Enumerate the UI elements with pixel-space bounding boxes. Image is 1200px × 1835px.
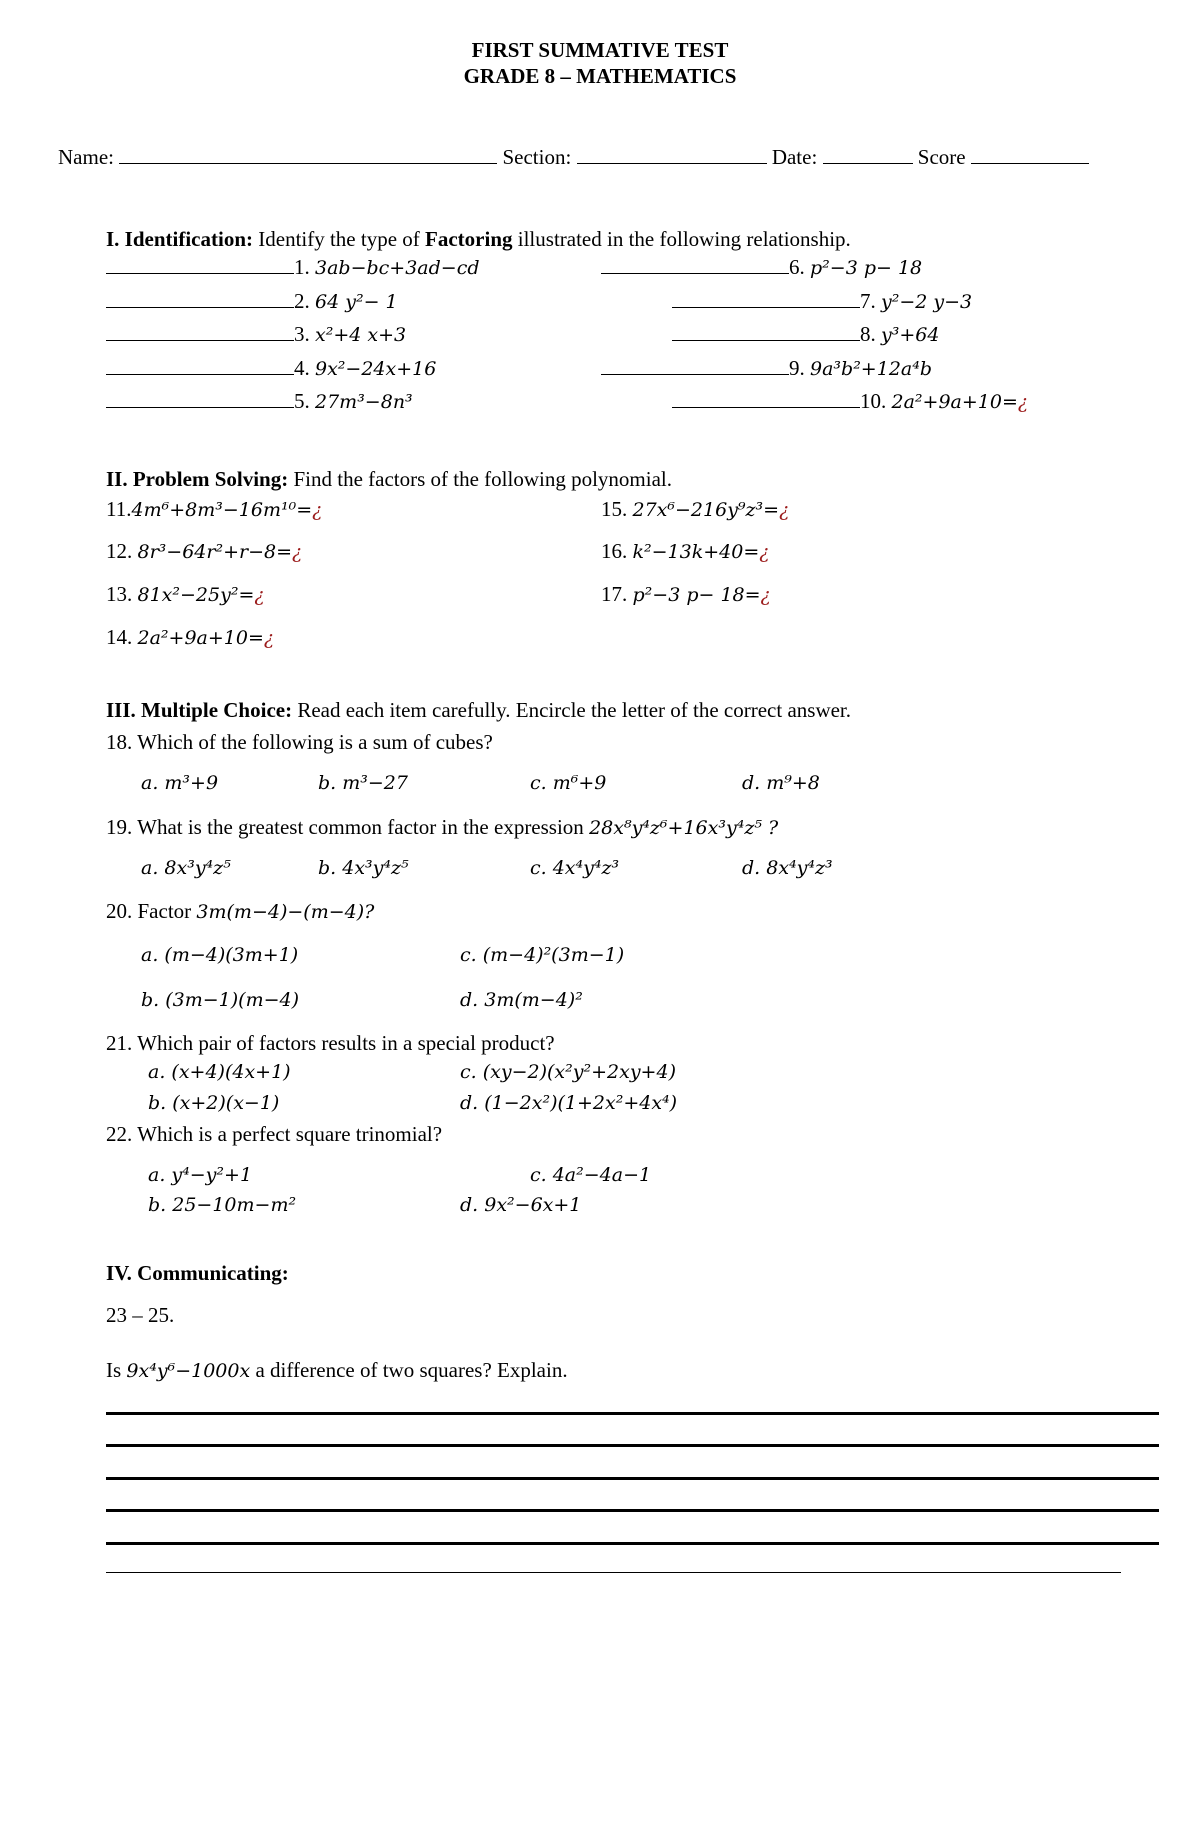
ps-item: [601, 582, 771, 607]
choice-option[interactable]: d. 9x²−6x+1: [460, 1194, 582, 1216]
item-number: 8.: [860, 322, 876, 346]
answer-blank[interactable]: [601, 272, 789, 274]
question-post: a difference of two squares? Explain.: [255, 1358, 568, 1382]
identification-instr-pre: Identify the type of: [258, 227, 420, 251]
choice-option[interactable]: b. (x+2)(x−1): [148, 1092, 280, 1114]
ps-item: [106, 497, 322, 522]
inverted-question-mark: ¿: [760, 584, 771, 606]
answer-line[interactable]: [106, 1444, 1159, 1447]
section-label: Section:: [502, 145, 572, 169]
answer-blank[interactable]: [106, 406, 294, 408]
stem-expression: 28x⁸y⁴z⁶+16x³y⁴z⁵ ?: [589, 817, 779, 839]
choice-option[interactable]: b. 25−10m−m²: [148, 1194, 297, 1216]
inverted-question-mark: ¿: [292, 541, 303, 563]
student-info-row: [58, 145, 1089, 170]
ps-item: [601, 539, 769, 564]
stem-expression: 3m(m−4)−(m−4)?: [196, 901, 375, 923]
question-stem: 22. Which is a perfect square trinomial?: [106, 1122, 443, 1146]
name-label: Name:: [58, 145, 114, 169]
item-expression: 9x²−24x+16: [315, 358, 437, 380]
stem-text: 20. Factor: [106, 899, 192, 923]
choice-option[interactable]: d. 8x⁴y⁴z³: [742, 857, 833, 879]
item-number: 17.: [601, 582, 628, 606]
question-stem: [106, 815, 778, 840]
choice-option[interactable]: d. m⁹+8: [742, 772, 820, 794]
section-field[interactable]: [577, 162, 767, 164]
answer-blank[interactable]: [672, 406, 860, 408]
answer-blank[interactable]: [106, 306, 294, 308]
question-expression: 9x⁴y⁶−1000x: [126, 1360, 251, 1382]
item-number: 12.: [106, 539, 133, 563]
item-expression: y²−2 y−3: [881, 291, 973, 313]
multiple-choice-instructions: [106, 698, 851, 723]
item-number: 5.: [294, 389, 310, 413]
item-number: 9.: [789, 356, 805, 380]
choice-option[interactable]: c. 4x⁴y⁴z³: [530, 857, 620, 879]
question-stem: 18. Which of the following is a sum of cubes?: [106, 730, 493, 754]
item-expression: 27x⁶−216y⁹z³=: [632, 499, 780, 521]
choice-option[interactable]: d. 3m(m−4)²: [460, 989, 583, 1011]
item-number: 10.: [860, 389, 887, 413]
item-number: 11.: [106, 497, 132, 521]
identification-instr-post: illustrated in the following relationship.: [517, 227, 851, 251]
communicating-heading: IV. Communicating:: [106, 1261, 289, 1285]
item-expression: 4m⁶+8m³−16m¹⁰=: [131, 499, 313, 521]
communicating-question: [106, 1358, 568, 1383]
test-subtitle: GRADE 8 – MATHEMATICS: [463, 64, 737, 88]
item-number: 4.: [294, 356, 310, 380]
choice-option[interactable]: c. (m−4)²(3m−1): [460, 944, 625, 966]
answer-line[interactable]: [106, 1477, 1159, 1480]
choice-option[interactable]: a. 8x³y⁴z⁵: [141, 857, 231, 879]
choice-option[interactable]: a. y⁴−y²+1: [148, 1164, 253, 1186]
identification-instr-bold: Factoring: [425, 227, 513, 251]
ps-item: [601, 497, 789, 522]
name-field[interactable]: [119, 162, 497, 164]
answer-blank[interactable]: [601, 373, 789, 375]
multiple-choice-heading: III. Multiple Choice:: [106, 698, 293, 722]
item-number: 3.: [294, 322, 310, 346]
choice-option[interactable]: b. 4x³y⁴z⁵: [318, 857, 409, 879]
item-expression: 2a²+9a+10=: [137, 627, 264, 649]
item-expression: 81x²−25y²=: [137, 584, 255, 606]
multiple-choice-instr: Read each item carefully. Encircle the letter of the correct answer.: [297, 698, 852, 722]
problem-solving-heading: II. Problem Solving:: [106, 467, 289, 491]
answer-blank[interactable]: [106, 339, 294, 341]
item-expression: 9a³b²+12a⁴b: [810, 358, 933, 380]
item-expression: 8r³−64r²+r−8=: [137, 541, 293, 563]
identification-instructions: [106, 227, 851, 252]
item-number: 1.: [294, 255, 310, 279]
question-pre: Is: [106, 1358, 122, 1382]
answer-line[interactable]: [106, 1572, 1121, 1573]
answer-blank[interactable]: [106, 272, 294, 274]
inverted-question-mark: ¿: [254, 584, 265, 606]
answer-line[interactable]: [106, 1509, 1159, 1512]
choice-option[interactable]: a. m³+9: [141, 772, 219, 794]
problem-solving-instructions: [106, 467, 672, 492]
id-item: [601, 356, 932, 381]
item-expression: 27m³−8n³: [315, 391, 413, 413]
choice-option[interactable]: b. (3m−1)(m−4): [141, 989, 300, 1011]
ps-item: [106, 539, 302, 564]
choice-option[interactable]: d. (1−2x²)(1+2x²+4x⁴): [460, 1092, 678, 1114]
choice-option[interactable]: c. (xy−2)(x²y²+2xy+4): [460, 1061, 676, 1083]
ps-item: [106, 625, 274, 650]
item-expression: 3ab−bc+3ad−cd: [315, 257, 480, 279]
id-item: [106, 289, 398, 314]
id-item: [601, 255, 922, 280]
communicating-range: 23 – 25.: [106, 1303, 175, 1327]
choice-option[interactable]: c. m⁶+9: [530, 772, 607, 794]
item-expression: k²−13k+40=: [632, 541, 760, 563]
choice-option[interactable]: b. m³−27: [318, 772, 408, 794]
inverted-question-mark: ¿: [312, 499, 323, 521]
item-number: 14.: [106, 625, 133, 649]
item-number: 13.: [106, 582, 133, 606]
id-item: [106, 255, 480, 280]
question-stem: [106, 899, 374, 924]
item-expression: x²+4 x+3: [315, 324, 407, 346]
answer-blank[interactable]: [672, 306, 860, 308]
answer-blank[interactable]: [672, 339, 860, 341]
date-field[interactable]: [823, 162, 913, 164]
inverted-question-mark: ¿: [263, 627, 275, 649]
inverted-question-mark: ¿: [759, 541, 770, 563]
choice-option[interactable]: c. 4a²−4a−1: [530, 1164, 652, 1186]
choice-option[interactable]: a. (m−4)(3m+1): [141, 944, 299, 966]
id-item: [672, 389, 1028, 414]
item-number: 6.: [789, 255, 805, 279]
ps-item: [106, 582, 265, 607]
score-field[interactable]: [971, 162, 1089, 164]
item-number: 2.: [294, 289, 310, 313]
stem-text: 19. What is the greatest common factor in the expression: [106, 815, 584, 839]
answer-blank[interactable]: [106, 373, 294, 375]
item-number: 15.: [601, 497, 628, 521]
answer-line[interactable]: [106, 1542, 1159, 1545]
problem-solving-instr: Find the factors of the following polynomial.: [293, 467, 672, 491]
item-expression: 64 y²− 1: [315, 291, 398, 313]
choice-option[interactable]: a. (x+4)(4x+1): [148, 1061, 291, 1083]
item-expression: p²−3 p− 18=: [632, 584, 761, 606]
item-expression: 2a²+9a+10=: [891, 391, 1018, 413]
test-title: FIRST SUMMATIVE TEST: [471, 38, 729, 62]
id-item: [672, 322, 939, 347]
answer-line[interactable]: [106, 1412, 1159, 1415]
item-expression: y³+64: [881, 324, 940, 346]
identification-heading: I. Identification:: [106, 227, 253, 251]
inverted-question-mark: ¿: [779, 499, 790, 521]
id-item: [672, 289, 972, 314]
id-item: [106, 389, 413, 414]
item-number: 7.: [860, 289, 876, 313]
date-label: Date:: [771, 145, 818, 169]
question-stem: 21. Which pair of factors results in a special product?: [106, 1031, 555, 1055]
score-label: Score: [917, 145, 966, 169]
id-item: [106, 356, 436, 381]
inverted-question-mark: ¿: [1017, 391, 1029, 413]
item-number: 16.: [601, 539, 628, 563]
item-expression: p²−3 p− 18: [810, 257, 923, 279]
id-item: [106, 322, 406, 347]
